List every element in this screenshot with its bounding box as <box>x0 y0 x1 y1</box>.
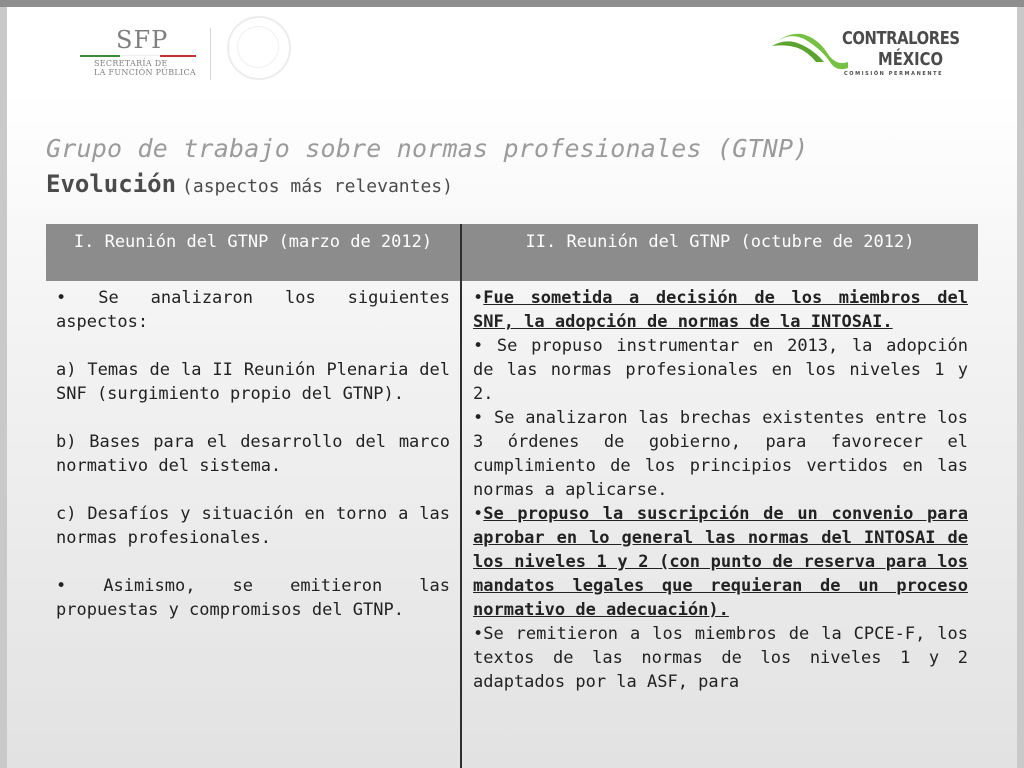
subtitle-main: Evolución <box>46 170 177 198</box>
contralores-name-line1: CONTRALORES <box>842 28 960 49</box>
col1-intro: • Se analizaron los siguientes aspectos: <box>56 288 450 332</box>
col1-item-c: c) Desafíos y situación en torno a las normas profesionales. <box>56 504 450 548</box>
sfp-white-stripe <box>120 55 160 58</box>
table-header-col1: I. Reunión del GTNP (marzo de 2012) <box>46 224 462 281</box>
sfp-logo <box>80 26 200 78</box>
table-cell-col1 <box>46 281 462 768</box>
col2-bullet-4-text: Se propuso la suscripción de un convenio para aprobar en lo general las normas del INTOSAI de los niveles 1 y 2 (con punto de reserva para los mandatos legales que requieran de un proceso normativo de adecuación). <box>473 504 968 620</box>
col2-bullet-1 <box>473 286 968 334</box>
left-frame <box>0 7 7 768</box>
col2-bullet-1-text: Fue sometida a decisión de los miembros del SNF, la adopción de normas de la INTOSAI. <box>473 288 968 332</box>
top-bar <box>0 0 1024 7</box>
contralores-subtitle: COMISIÓN PERMANENTE <box>844 71 944 77</box>
col2-bullet-4-marker: • <box>473 504 484 524</box>
col2-bullet-1-marker: • <box>473 288 484 308</box>
sfp-green-stripe <box>80 55 120 57</box>
slide-subtitle <box>46 170 453 198</box>
contralores-logo <box>770 28 960 80</box>
col1-item-a: a) Temas de la II Reunión Plenaria del SNF (surgimiento propio del GTNP). <box>56 360 450 404</box>
table-body-row <box>46 281 978 768</box>
comparison-table <box>46 224 978 768</box>
col2-bullet-5: •Se remitieron a los miembros de la CPCE-F, los textos de las normas de los niveles 1 y 2 adaptados por la ASF, para <box>473 624 968 692</box>
col2-bullet-4 <box>473 502 968 622</box>
table-header-row <box>46 224 978 281</box>
table-cell-col2 <box>462 281 978 768</box>
subtitle-rest: (aspectos más relevantes) <box>182 176 453 197</box>
sfp-subtitle-line2: LA FUNCIÓN PÚBLICA <box>94 68 196 77</box>
right-frame <box>1017 7 1024 768</box>
col1-item-b: b) Bases para el desarrollo del marco normativo del sistema. <box>56 432 450 476</box>
col2-bullet-2: • Se propuso instrumentar en 2013, la adopción de las normas profesionales en los niveles 1 y 2. <box>473 336 968 404</box>
table-header-col2: II. Reunión del GTNP (octubre de 2012) <box>525 232 915 252</box>
col2-bullet-3: • Se analizaron las brechas existentes entre los 3 órdenes de gobierno, para favorecer el cumplimiento de los principios vertidos en las normas a aplicarse. <box>473 408 968 500</box>
sfp-subtitle-line1: SECRETARÍA DE <box>94 59 168 68</box>
slide-title: Grupo de trabajo sobre normas profesionales (GTNP) <box>46 134 809 163</box>
contralores-name-line2: MÉXICO <box>878 49 944 70</box>
logo-divider <box>210 28 211 80</box>
sfp-logo-text: SFP <box>116 26 169 54</box>
national-seal-icon <box>227 16 291 80</box>
contralores-swoosh-icon <box>770 28 850 78</box>
sfp-red-stripe <box>160 55 196 57</box>
col1-closing: • Asimismo, se emitieron las propuestas y compromisos del GTNP. <box>56 576 450 620</box>
